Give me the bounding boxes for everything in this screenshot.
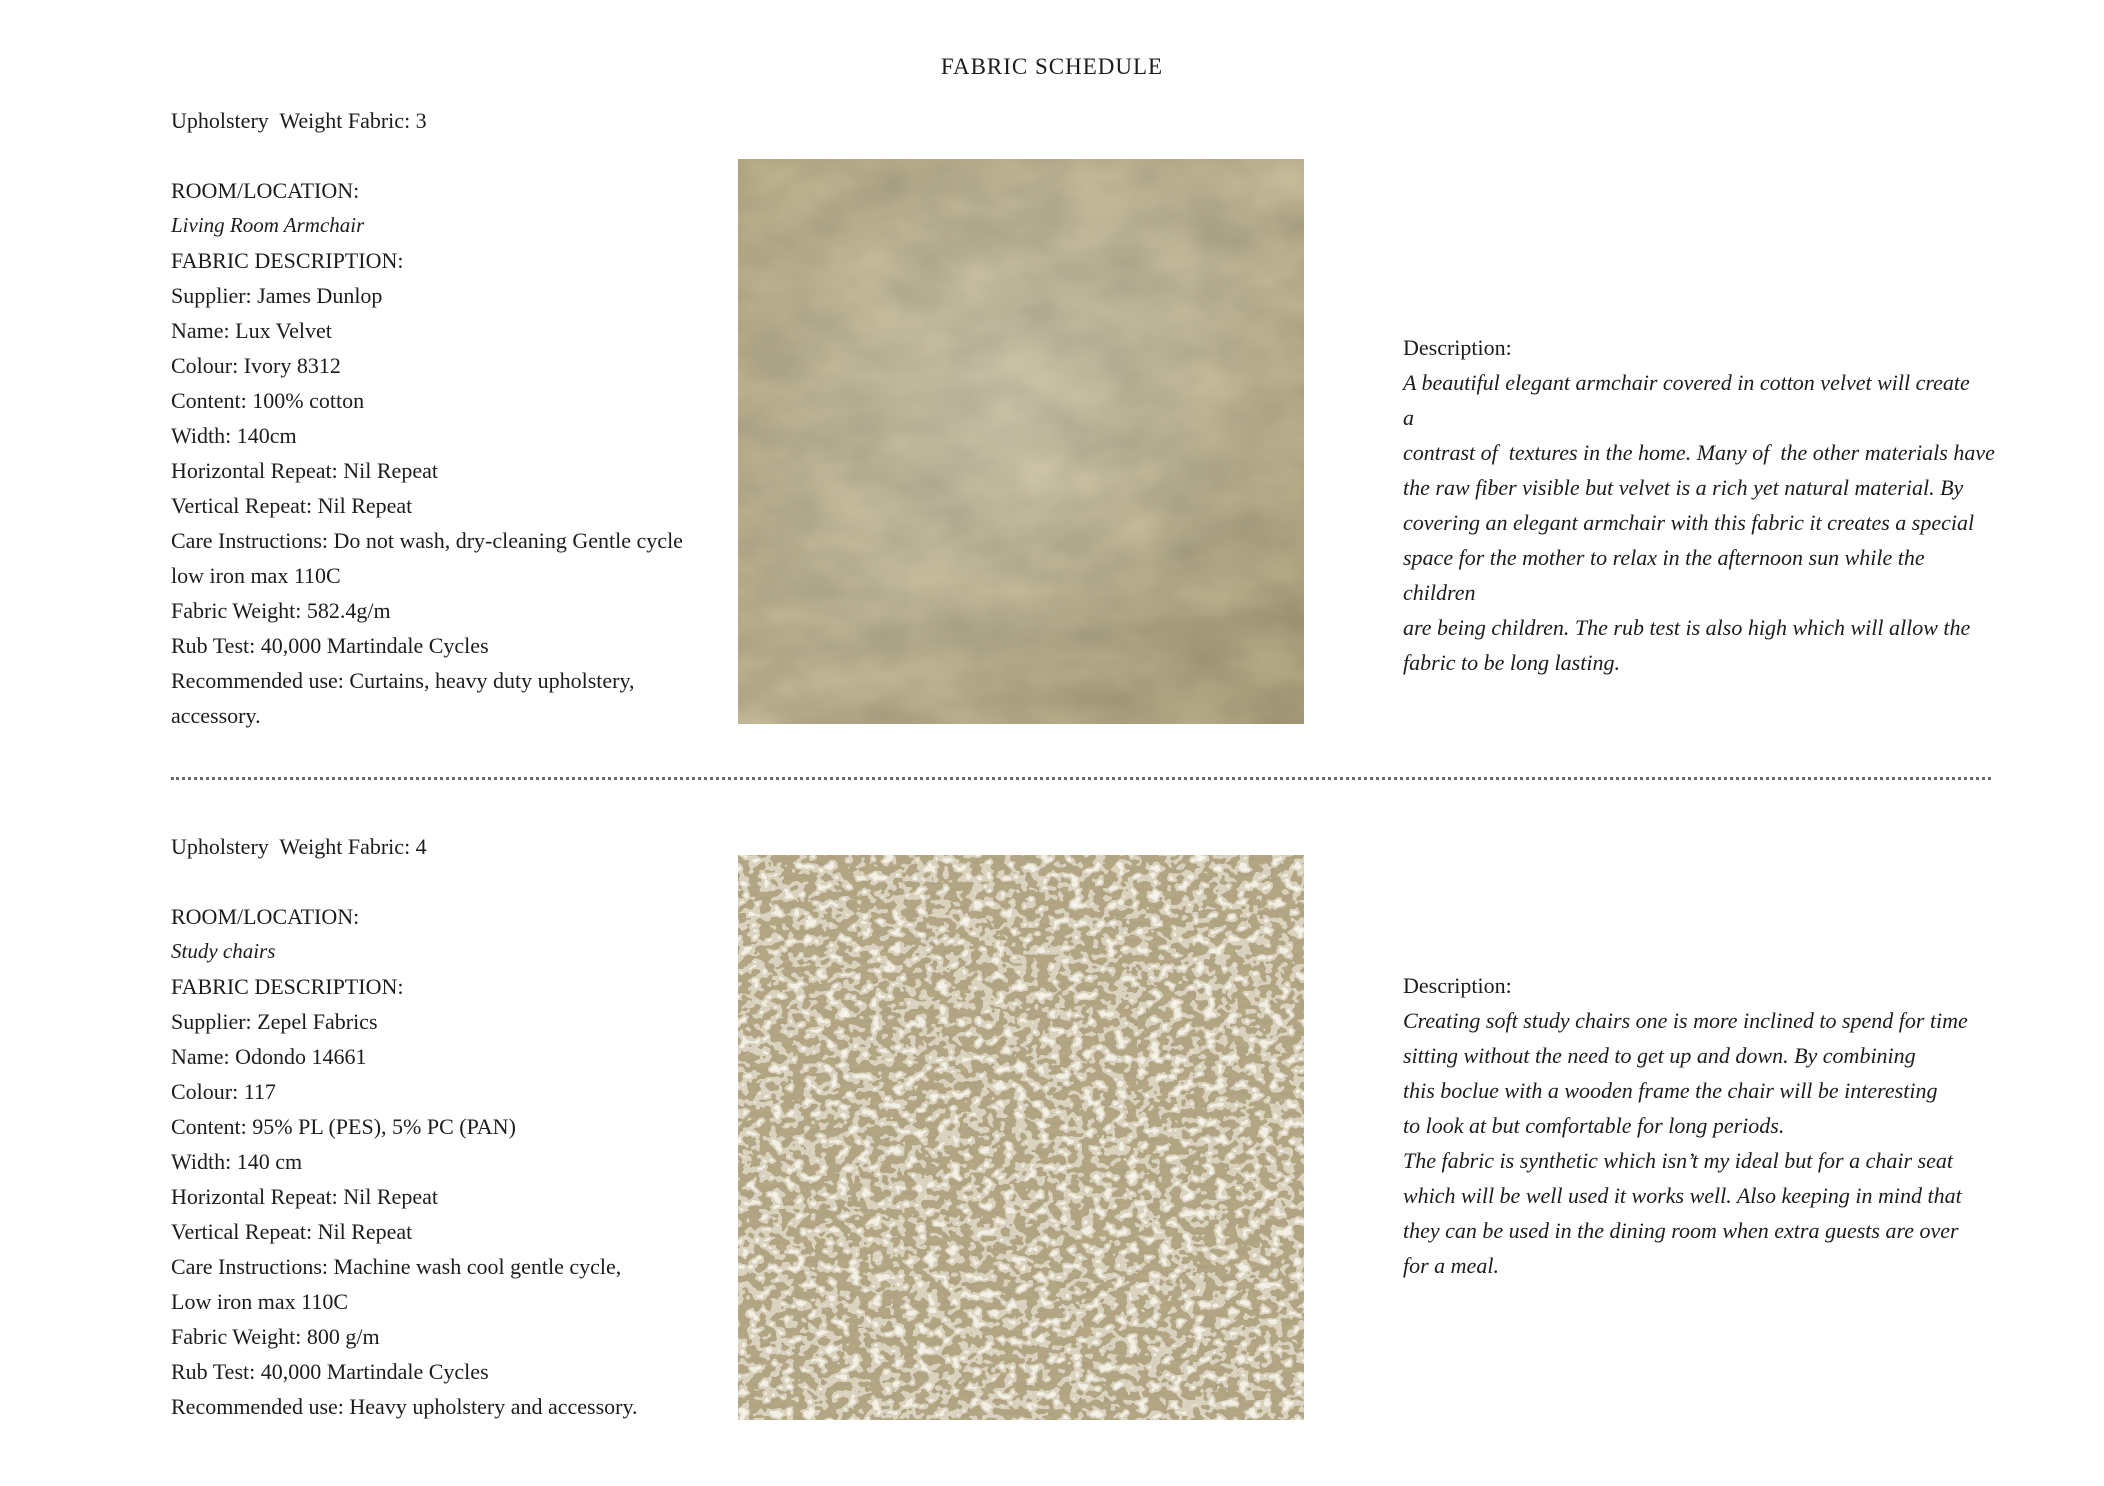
fabric-name: Name: Lux Velvet: [171, 318, 332, 343]
recommended-use-line-2: accessory.: [171, 703, 261, 728]
velvet-swatch-graphic: [738, 159, 1304, 724]
description-line: which will be well used it works well. Also keeping in mind that: [1403, 1183, 1962, 1208]
description-line: sitting without the need to get up and down. By combining: [1403, 1043, 1916, 1068]
vertical-repeat: Vertical Repeat: Nil Repeat: [171, 493, 413, 518]
room-label: ROOM/LOCATION:: [171, 904, 360, 929]
description-line: covering an elegant armchair with this fabric it creates a special: [1403, 510, 1975, 535]
fabric-description-block: [1403, 330, 1995, 680]
boucle-swatch-graphic: [738, 855, 1304, 1420]
description-line: Creating soft study chairs one is more inclined to spend for time: [1403, 1008, 1968, 1033]
description-line: to look at but comfortable for long periods.: [1403, 1113, 1785, 1138]
rub-test: Rub Test: 40,000 Martindale Cycles: [171, 633, 489, 658]
room-value: Study chairs: [171, 939, 276, 963]
description-line: contrast of textures in the home. Many of the other materials have: [1403, 440, 1995, 465]
supplier: Supplier: James Dunlop: [171, 283, 383, 308]
fabric-spec-list: [171, 103, 711, 733]
description-line: the raw fiber visible but velvet is a rich yet natural material. By: [1403, 475, 1964, 500]
description-label: Description:: [1403, 973, 1512, 998]
fabric-heading: Upholstery Weight Fabric: 4: [171, 834, 427, 859]
fabric-weight: Fabric Weight: 800 g/m: [171, 1324, 380, 1349]
fabric-description-label: FABRIC DESCRIPTION:: [171, 974, 404, 999]
description-line: fabric to be long lasting.: [1403, 650, 1620, 675]
care-instructions-line-1: Care Instructions: Do not wash, dry-cleaning Gentle cycle: [171, 528, 683, 553]
description-line: are being children. The rub test is also high which will allow the: [1403, 615, 1971, 640]
fabric-description-label: FABRIC DESCRIPTION:: [171, 248, 404, 273]
supplier: Supplier: Zepel Fabrics: [171, 1009, 378, 1034]
colour: Colour: Ivory 8312: [171, 353, 341, 378]
vertical-repeat: Vertical Repeat: Nil Repeat: [171, 1219, 413, 1244]
room-label: ROOM/LOCATION:: [171, 178, 360, 203]
content: Content: 100% cotton: [171, 388, 365, 413]
width: Width: 140cm: [171, 423, 297, 448]
description-line: for a meal.: [1403, 1253, 1499, 1278]
description-line: A beautiful elegant armchair covered in cotton velvet will create a: [1403, 370, 1970, 430]
description-line: they can be used in the dining room when extra guests are over: [1403, 1218, 1959, 1243]
description-line: this boclue with a wooden frame the chair will be interesting: [1403, 1078, 1938, 1103]
fabric-swatch-image: [738, 855, 1304, 1420]
colour: Colour: 117: [171, 1079, 276, 1104]
content: Content: 95% PL (PES), 5% PC (PAN): [171, 1114, 516, 1139]
horizontal-repeat: Horizontal Repeat: Nil Repeat: [171, 458, 438, 483]
description-line: space for the mother to relax in the afternoon sun while the children: [1403, 545, 1925, 605]
horizontal-repeat: Horizontal Repeat: Nil Repeat: [171, 1184, 438, 1209]
fabric-name: Name: Odondo 14661: [171, 1044, 367, 1069]
rub-test: Rub Test: 40,000 Martindale Cycles: [171, 1359, 489, 1384]
recommended-use-line-1: Recommended use: Curtains, heavy duty upholstery,: [171, 668, 635, 693]
description-text: [1403, 1003, 1975, 1283]
page-title: FABRIC SCHEDULE: [940, 54, 1164, 79]
description-text: [1403, 365, 1995, 680]
width: Width: 140 cm: [171, 1149, 303, 1174]
fabric-description-block: [1403, 968, 1975, 1283]
room-value: Living Room Armchair: [171, 213, 365, 237]
fabric-swatch-image: [738, 159, 1304, 724]
section-divider: [171, 777, 1991, 780]
fabric-spec-list: [171, 829, 711, 1424]
care-instructions-line-2: Low iron max 110C: [171, 1289, 348, 1314]
fabric-heading: Upholstery Weight Fabric: 3: [171, 108, 427, 133]
fabric-weight: Fabric Weight: 582.4g/m: [171, 598, 391, 623]
care-instructions-line-2: low iron max 110C: [171, 563, 341, 588]
description-label: Description:: [1403, 335, 1512, 360]
recommended-use-line-1: Recommended use: Heavy upholstery and accessory.: [171, 1394, 638, 1419]
care-instructions-line-1: Care Instructions: Machine wash cool gentle cycle,: [171, 1254, 622, 1279]
description-line: The fabric is synthetic which isn’t my ideal but for a chair seat: [1403, 1148, 1953, 1173]
